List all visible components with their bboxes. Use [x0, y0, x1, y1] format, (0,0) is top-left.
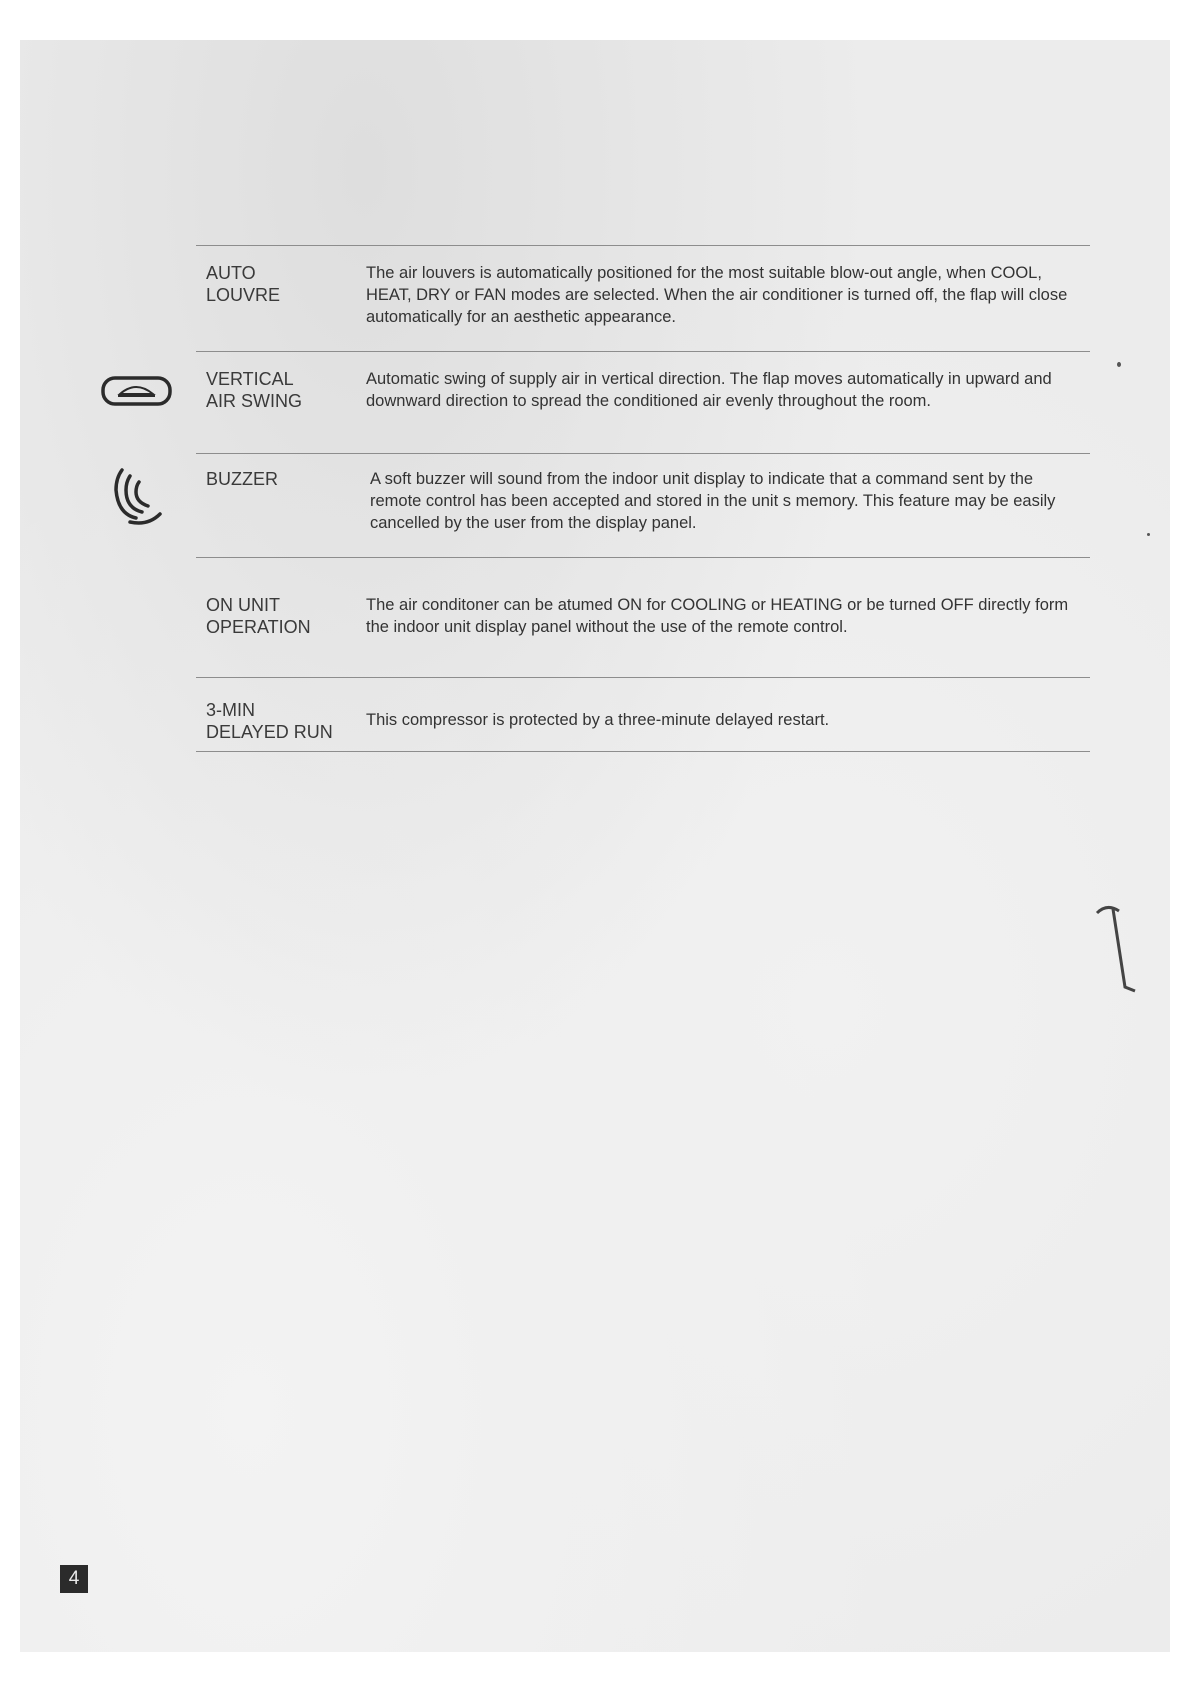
buzzer-sound-icon: [104, 466, 166, 528]
feature-table: [196, 245, 1090, 752]
feature-row-auto-louvre: [196, 246, 1090, 352]
feature-description: The air louvers is automatically positioned for the most suitable blow-out angle, when COOL, HEAT, DRY or FAN modes are selected. When the air conditioner is turned off, the flap will close automatically for an aesthetic appearance.: [366, 264, 1068, 326]
feature-row-delayed-run: [196, 678, 1090, 752]
feature-description: A soft buzzer will sound from the indoor unit display to indicate that a command sent by the remote control has been accepted and stored in the unit s memory. This feature may be easily cancelled by the user from the display panel.: [370, 470, 1056, 532]
feature-label: AUTO LOUVRE: [206, 263, 281, 305]
page-number: 4: [60, 1565, 88, 1593]
scan-speck: [1147, 533, 1150, 536]
feature-row-on-unit-operation: [196, 558, 1090, 678]
feature-label: ON UNIT OPERATION: [206, 595, 311, 637]
feature-description: This compressor is protected by a three-minute delayed restart.: [366, 710, 830, 729]
feature-description: Automatic swing of supply air in vertical direction. The flap moves automatically in upward and downward direction to spread the conditioned air evenly throughout the room.: [366, 370, 1052, 410]
feature-row-vertical-air-swing: [196, 352, 1090, 454]
feature-row-buzzer: [196, 454, 1090, 558]
feature-description: The air conditoner can be atumed ON for COOLING or HEATING or be turned OFF directly form the indoor unit display panel without the use of the remote control.: [366, 596, 1069, 636]
feature-label: 3-MIN DELAYED RUN: [206, 699, 333, 742]
feature-label: VERTICAL AIR SWING: [206, 369, 303, 411]
feature-label: BUZZER: [206, 469, 278, 489]
scan-blemish: [1085, 895, 1145, 1015]
air-swing-icon: [100, 374, 174, 408]
scan-speck: [1117, 362, 1121, 367]
